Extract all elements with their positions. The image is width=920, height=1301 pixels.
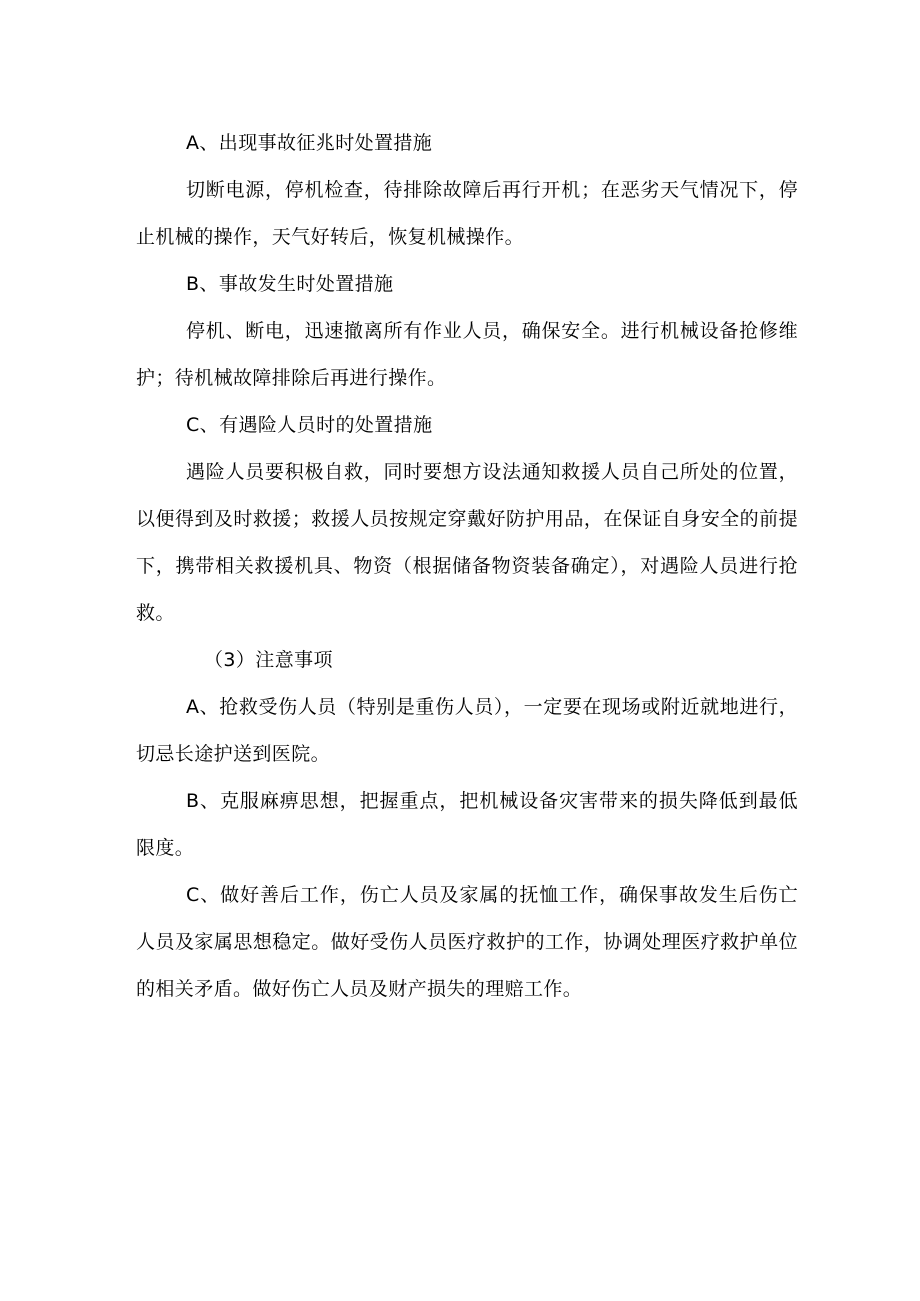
paragraph-endangered-personnel-measures: 遇险人员要积极自救，同时要想方设法通知救援人员自己所处的位置，以便得到及时救援；救援人员按规定穿戴好防护用品，在保证自身安全的前提下，携带相关救援机具、物资（根据储备物资装备确定），对遇险人员进行抢救。 <box>136 461 798 624</box>
paragraph-precaution-a: A、抢救受伤人员（特别是重伤人员），一定要在现场或附近就地进行，切忌长途护送到医院。 <box>136 696 798 765</box>
heading-a-precursor-measures: A、出现事故征兆时处置措施 <box>186 132 433 154</box>
document-body <box>136 120 798 1013</box>
paragraph-precaution-b: B、克服麻痹思想，把握重点，把机械设备灾害带来的损失降低到最低限度。 <box>136 790 798 859</box>
section-heading-precautions: （3）注意事项 <box>204 649 333 671</box>
heading-c-endangered-personnel-measures: C、有遇险人员时的处置措施 <box>186 414 433 436</box>
paragraph-accident-measures: 停机、断电，迅速撤离所有作业人员，确保安全。进行机械设备抢修维护；待机械故障排除后再进行操作。 <box>136 320 798 389</box>
paragraph-precursor-measures: 切断电源，停机检查，待排除故障后再行开机；在恶劣天气情况下，停止机械的操作，天气好转后，恢复机械操作。 <box>136 179 798 248</box>
paragraph-precaution-c: C、做好善后工作，伤亡人员及家属的抚恤工作，确保事故发生后伤亡人员及家属思想稳定。做好受伤人员医疗救护的工作，协调处理医疗救护单位的相关矛盾。做好伤亡人员及财产损失的理赔工作。 <box>136 884 798 1000</box>
heading-b-accident-measures: B、事故发生时处置措施 <box>186 273 394 295</box>
